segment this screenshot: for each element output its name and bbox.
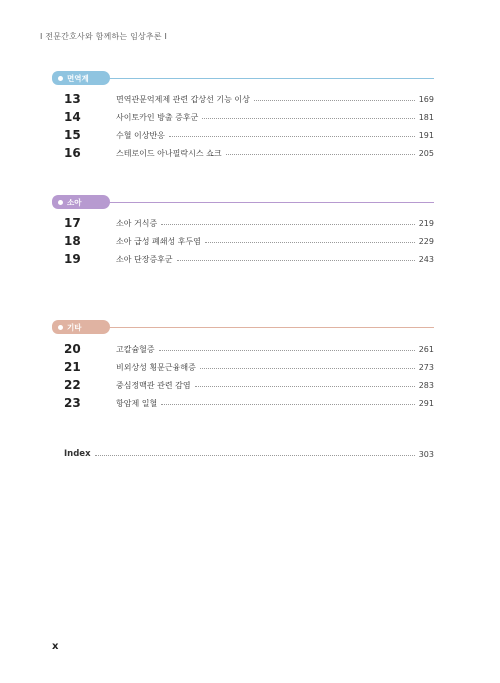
chapter-title: 항암제 일혈: [116, 398, 158, 408]
chapter-number: 23: [64, 396, 81, 410]
toc-entry[interactable]: [64, 359, 434, 375]
dot-leader: [200, 368, 415, 369]
page-number: 303: [418, 449, 434, 459]
section-others: [52, 320, 434, 410]
chapter-title: 스테로이드 아나필락시스 쇼크: [116, 148, 222, 158]
section-label: 면역계: [67, 73, 89, 83]
section-rule: [108, 327, 434, 328]
chapter-title: 비외상성 횡문근융해증: [116, 362, 196, 372]
chapter-number: 16: [64, 146, 81, 160]
dot-leader: [159, 350, 415, 351]
section-header: [52, 71, 434, 85]
section-pediatrics: [52, 195, 434, 266]
page-number: 291: [418, 398, 434, 408]
section-header: [52, 320, 434, 334]
folio-page-number: x: [52, 641, 59, 652]
bullet-dot-icon: [58, 200, 63, 205]
dot-leader: [205, 242, 415, 243]
chapter-title: 소아 단장증후군: [116, 254, 173, 264]
page-number: 229: [418, 236, 434, 246]
section-label: 기타: [67, 322, 82, 332]
toc-entry[interactable]: [64, 109, 434, 125]
dot-leader: [169, 136, 415, 137]
running-header: I 전문간호사와 함께하는 임상추론 I: [40, 32, 168, 41]
chapter-title: 사이토카인 방출 증후군: [116, 112, 199, 122]
toc-entry[interactable]: [64, 215, 434, 231]
dot-leader: [195, 386, 415, 387]
section-rule: [108, 202, 434, 203]
chapter-title: 중심정맥관 관련 감염: [116, 380, 191, 390]
chapter-number: 19: [64, 252, 81, 266]
section-immune: [52, 71, 434, 160]
section-rule: [108, 78, 434, 79]
toc-entry[interactable]: [64, 251, 434, 267]
section-header: [52, 195, 434, 209]
toc-entry[interactable]: [64, 127, 434, 143]
page-number: 219: [418, 218, 434, 228]
chapter-title: 수혈 이상반응: [116, 130, 165, 140]
section-pill: [52, 320, 110, 334]
dot-leader: [202, 118, 414, 119]
chapter-title: 고칼슘혈증: [116, 344, 155, 354]
chapter-title: 소아 거식증: [116, 218, 158, 228]
toc-entry[interactable]: [64, 91, 434, 107]
page-number: 243: [418, 254, 434, 264]
chapter-title: 소아 급성 폐쇄성 후두염: [116, 236, 201, 246]
dot-leader: [161, 224, 415, 225]
page-number: 205: [418, 148, 434, 158]
bullet-dot-icon: [58, 325, 63, 330]
toc-entry[interactable]: [64, 341, 434, 357]
index-title: Index: [64, 449, 91, 459]
chapter-number: 13: [64, 92, 81, 106]
chapter-number: 21: [64, 360, 81, 374]
toc-entry[interactable]: [64, 233, 434, 249]
section-pill: [52, 195, 110, 209]
chapter-number: 15: [64, 128, 81, 142]
dot-leader: [95, 455, 415, 456]
page-number: 283: [418, 380, 434, 390]
chapter-number: 20: [64, 342, 81, 356]
chapter-title: 면역관문억제제 관련 갑상선 기능 이상: [116, 94, 250, 104]
dot-leader: [177, 260, 415, 261]
toc-entry-index[interactable]: [64, 447, 434, 461]
dot-leader: [254, 100, 415, 101]
chapter-number: 17: [64, 216, 81, 230]
bullet-dot-icon: [58, 76, 63, 81]
chapter-number: 14: [64, 110, 81, 124]
section-label: 소아: [67, 197, 82, 207]
page-number: 181: [418, 112, 434, 122]
section-pill: [52, 71, 110, 85]
chapter-number: 22: [64, 378, 81, 392]
page-number: 273: [418, 362, 434, 372]
toc-entry[interactable]: [64, 145, 434, 161]
toc-entry[interactable]: [64, 395, 434, 411]
chapter-number: 18: [64, 234, 81, 248]
dot-leader: [226, 154, 415, 155]
toc-entry[interactable]: [64, 377, 434, 393]
dot-leader: [161, 404, 415, 405]
page-number: 261: [418, 344, 434, 354]
page-number: 191: [418, 130, 434, 140]
page-number: 169: [418, 94, 434, 104]
